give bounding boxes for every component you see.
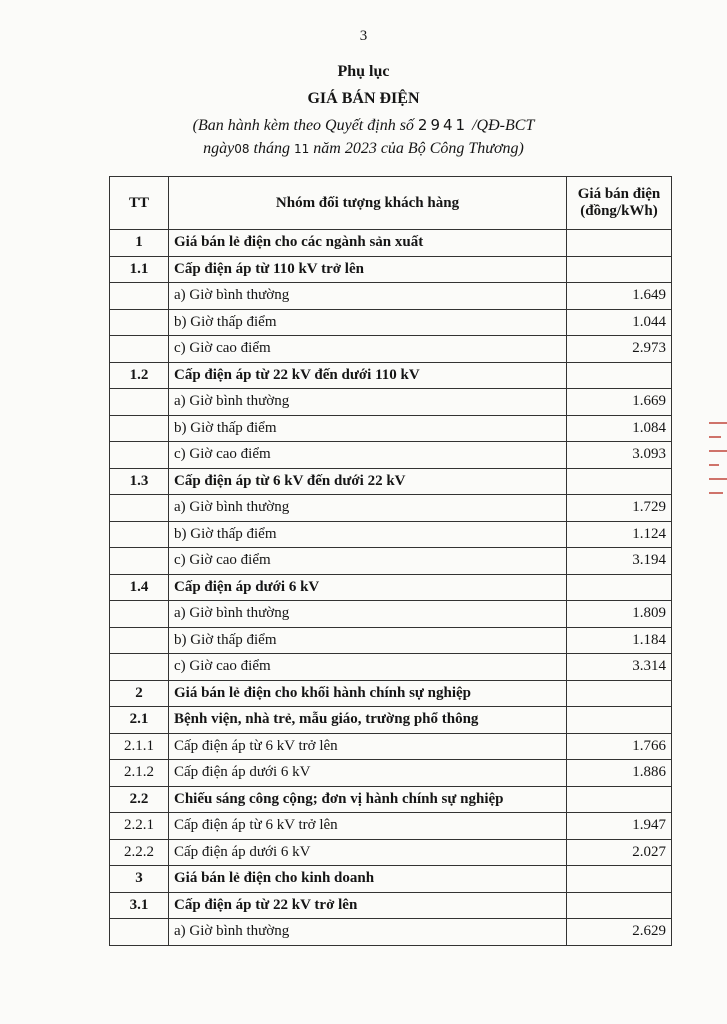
row-name: b) Giờ thấp điểm (169, 521, 567, 548)
row-price (567, 892, 672, 919)
table-row (110, 813, 672, 840)
header-tt: TT (110, 177, 169, 230)
row-price: 1.729 (567, 495, 672, 522)
row-tt: 3.1 (110, 892, 169, 919)
table-row (110, 495, 672, 522)
table-row (110, 230, 672, 257)
row-tt (110, 654, 169, 681)
table-row (110, 733, 672, 760)
row-tt: 1 (110, 230, 169, 257)
row-price: 2.629 (567, 919, 672, 946)
table-row (110, 601, 672, 628)
row-tt: 3 (110, 866, 169, 893)
row-name: a) Giờ bình thường (169, 919, 567, 946)
row-price: 1.084 (567, 415, 672, 442)
row-tt: 1.1 (110, 256, 169, 283)
row-name: Cấp điện áp từ 6 kV trở lên (169, 813, 567, 840)
table-row (110, 336, 672, 363)
row-name: Cấp điện áp dưới 6 kV (169, 839, 567, 866)
row-tt (110, 442, 169, 469)
issued-line (0, 116, 727, 135)
row-price (567, 256, 672, 283)
table-row (110, 786, 672, 813)
row-name: a) Giờ bình thường (169, 601, 567, 628)
row-name: Chiếu sáng công cộng; đơn vị hành chính sự nghiệp (169, 786, 567, 813)
date-prefix: ngày (203, 140, 235, 157)
row-tt (110, 601, 169, 628)
table-row (110, 654, 672, 681)
row-price (567, 574, 672, 601)
row-price: 1.184 (567, 627, 672, 654)
document-title: GIÁ BÁN ĐIỆN (307, 90, 420, 107)
row-name: Giá bán lẻ điện cho các ngành sản xuất (169, 230, 567, 257)
row-name: c) Giờ cao điểm (169, 654, 567, 681)
row-price: 1.649 (567, 283, 672, 310)
table-row (110, 548, 672, 575)
row-name: b) Giờ thấp điểm (169, 309, 567, 336)
row-name: Cấp điện áp từ 6 kV đến dưới 22 kV (169, 468, 567, 495)
row-tt (110, 495, 169, 522)
row-price: 1.947 (567, 813, 672, 840)
table-row (110, 707, 672, 734)
row-tt (110, 336, 169, 363)
row-name: Giá bán lẻ điện cho kinh doanh (169, 866, 567, 893)
table-row (110, 389, 672, 416)
table-row (110, 256, 672, 283)
row-tt: 2.1.2 (110, 760, 169, 787)
row-name: Cấp điện áp từ 110 kV trở lên (169, 256, 567, 283)
row-price: 2.027 (567, 839, 672, 866)
row-price: 1.886 (567, 760, 672, 787)
table-row (110, 892, 672, 919)
table-row (110, 866, 672, 893)
row-name: a) Giờ bình thường (169, 495, 567, 522)
row-tt: 2.2.1 (110, 813, 169, 840)
issued-prefix: (Ban hành kèm theo Quyết định số (192, 117, 414, 134)
row-tt (110, 627, 169, 654)
table-row (110, 283, 672, 310)
price-table (109, 176, 672, 946)
row-name: Cấp điện áp từ 22 kV đến dưới 110 kV (169, 362, 567, 389)
row-name: c) Giờ cao điểm (169, 336, 567, 363)
row-price (567, 866, 672, 893)
day-value: 08 (234, 142, 250, 156)
row-name: Cấp điện áp từ 6 kV trở lên (169, 733, 567, 760)
row-price (567, 786, 672, 813)
decision-number: 2941 (417, 116, 469, 134)
date-line (0, 140, 727, 158)
table-row (110, 680, 672, 707)
table-row (110, 839, 672, 866)
page-number: 3 (359, 28, 368, 44)
row-name: a) Giờ bình thường (169, 283, 567, 310)
row-price (567, 362, 672, 389)
row-tt (110, 389, 169, 416)
row-name: a) Giờ bình thường (169, 389, 567, 416)
table-header-row (110, 177, 672, 230)
row-name: b) Giờ thấp điểm (169, 415, 567, 442)
row-tt (110, 309, 169, 336)
row-name: c) Giờ cao điểm (169, 442, 567, 469)
table-row (110, 521, 672, 548)
row-price: 2.973 (567, 336, 672, 363)
row-tt (110, 548, 169, 575)
row-tt: 1.4 (110, 574, 169, 601)
row-tt: 1.2 (110, 362, 169, 389)
table-body (110, 230, 672, 946)
table-row (110, 309, 672, 336)
row-price: 1.809 (567, 601, 672, 628)
row-price: 1.044 (567, 309, 672, 336)
row-tt (110, 919, 169, 946)
table-row (110, 574, 672, 601)
row-tt (110, 283, 169, 310)
row-name: b) Giờ thấp điểm (169, 627, 567, 654)
table-row (110, 919, 672, 946)
table-row (110, 415, 672, 442)
header-price: Giá bán điện (đồng/kWh) (567, 177, 672, 230)
row-name: Cấp điện áp dưới 6 kV (169, 760, 567, 787)
row-price: 1.669 (567, 389, 672, 416)
month-value: 11 (293, 142, 310, 156)
row-tt (110, 415, 169, 442)
row-name: Cấp điện áp từ 22 kV trở lên (169, 892, 567, 919)
header-group: Nhóm đối tượng khách hàng (169, 177, 567, 230)
row-name: c) Giờ cao điểm (169, 548, 567, 575)
table-row (110, 442, 672, 469)
table-row (110, 627, 672, 654)
table-row (110, 468, 672, 495)
row-price (567, 707, 672, 734)
row-tt: 2.2 (110, 786, 169, 813)
row-tt: 2.1.1 (110, 733, 169, 760)
row-tt (110, 521, 169, 548)
row-name: Cấp điện áp dưới 6 kV (169, 574, 567, 601)
stamp-mark (705, 410, 727, 560)
month-label: tháng (253, 140, 290, 157)
date-suffix: năm 2023 của Bộ Công Thương) (313, 140, 524, 157)
table-row (110, 760, 672, 787)
row-price (567, 468, 672, 495)
row-price (567, 230, 672, 257)
row-name: Giá bán lẻ điện cho khối hành chính sự nghiệp (169, 680, 567, 707)
row-price: 1.124 (567, 521, 672, 548)
row-price (567, 680, 672, 707)
row-tt: 2 (110, 680, 169, 707)
issued-suffix: /QĐ-BCT (472, 117, 535, 134)
row-tt: 1.3 (110, 468, 169, 495)
row-tt: 2.1 (110, 707, 169, 734)
row-tt: 2.2.2 (110, 839, 169, 866)
row-price: 3.194 (567, 548, 672, 575)
row-price: 1.766 (567, 733, 672, 760)
row-price: 3.093 (567, 442, 672, 469)
appendix-title: Phụ lục (337, 63, 390, 80)
row-price: 3.314 (567, 654, 672, 681)
table-row (110, 362, 672, 389)
row-name: Bệnh viện, nhà trẻ, mẫu giáo, trường phổ thông (169, 707, 567, 734)
